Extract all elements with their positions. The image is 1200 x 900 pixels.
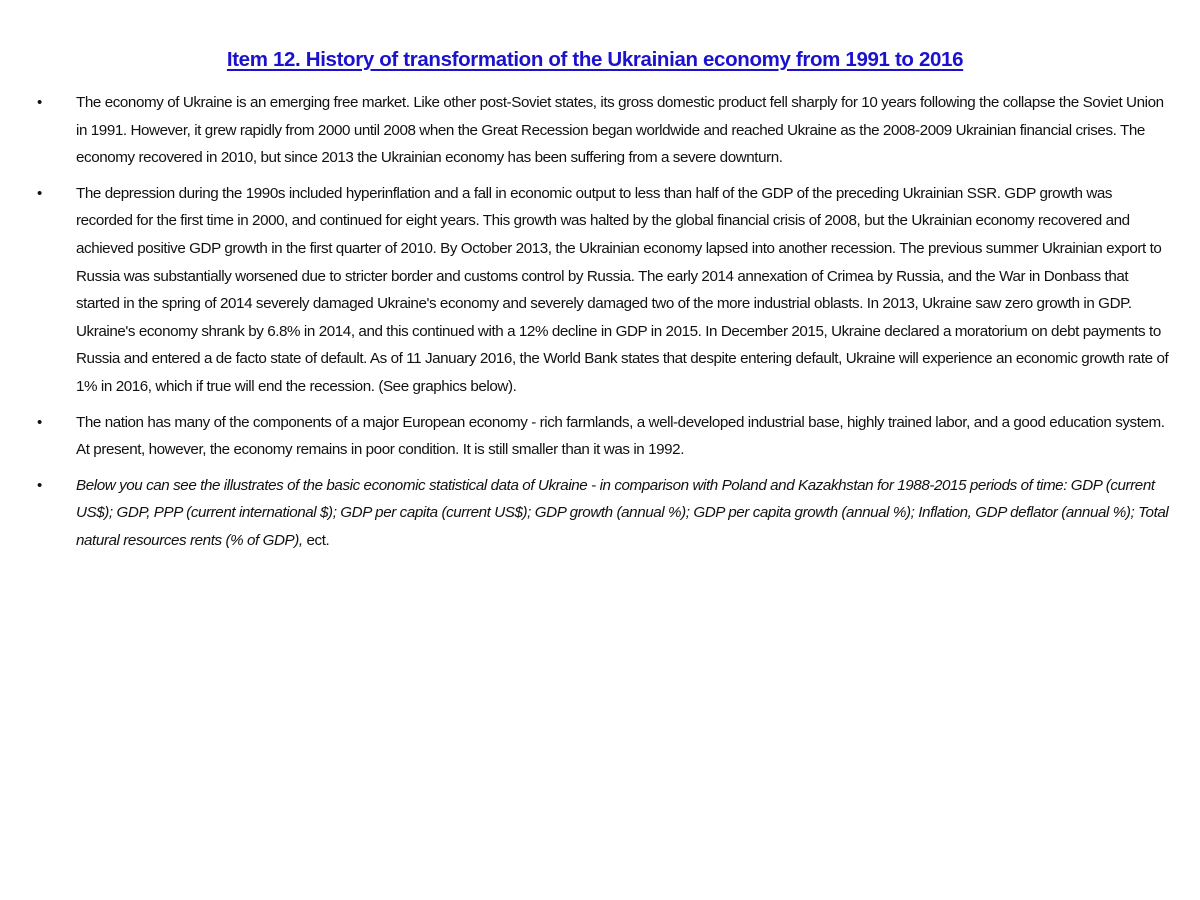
bullet-icon: •: [37, 476, 42, 494]
bullet-item-statistics-intro: [0, 472, 1171, 555]
bullet-item-economy-components: [0, 409, 1171, 464]
bullet-trailing-text: ect.: [302, 531, 330, 549]
bullet-text: The nation has many of the components of a major European economy - rich farmlands, a well-developed industrial base, highly trained labor, and a good education system. At present, however, the economy remains in poor condition. It is still smaller than it was in 1992.: [76, 413, 1165, 459]
bullet-italic-text: Below you can see the illustrates of the basic economic statistical data of Ukraine - in comparison with Poland and Kazakhstan for 1988-2015 periods of time: GDP (current US$); GDP, PPP (current international $); GDP per capita (current US$); GDP growth (annual %); GDP per capita growth (annual %); Inflation, GDP deflator (annual %); Total natural resources rents (% of GDP),: [76, 476, 1169, 549]
bullet-text: The economy of Ukraine is an emerging free market. Like other post-Soviet states, its gross domestic product fell sharply for 10 years following the collapse the Soviet Union in 1991. However, it grew rapidly from 2000 until 2008 when the Great Recession began worldwide and reached Ukraine as the 2008-2009 Ukrainian financial crises. The economy recovered in 2010, but since 2013 the Ukrainian economy has been suffering from a severe downturn.: [76, 94, 1164, 167]
bullet-item-economy-overview: [0, 89, 1171, 172]
bullet-list: [0, 89, 1200, 563]
page-title[interactable]: Item 12. History of transformation of the Ukrainian economy from 1991 to 2016: [226, 47, 964, 71]
bullet-text: The depression during the 1990s included hyperinflation and a fall in economic output to less than half of the GDP of the preceding Ukrainian SSR. GDP growth was recorded for the first time in 2000, and continued for eight years. This growth was halted by the global financial crisis of 2008, but the Ukrainian economy recovered and achieved positive GDP growth in the first quarter of 2010. By October 2013, the Ukrainian economy lapsed into another recession. The previous summer Ukrainian export to Russia was substantially worsened due to stricter border and customs control by Russia. The early 2014 annexation of Crimea by Russia, and the War in Donbass that started in the spring of 2014 severely damaged Ukraine's economy and severely damaged two of the more industrial oblasts. In 2013, Ukraine saw zero growth in GDP. Ukraine's economy shrank by 6.8% in 2014, and this continued with a 12% decline in GDP in 2015. In December 2015, Ukraine declared a moratorium on debt payments to Russia and entered a de facto state of default. As of 11 January 2016, the World Bank states that despite entering default, Ukraine will experience an economic growth rate of 1% in 2016, which if true will end the recession. (See graphics below).: [76, 184, 1169, 395]
bullet-item-depression-history: [0, 180, 1171, 401]
bullet-icon: •: [37, 413, 42, 431]
bullet-icon: •: [37, 94, 42, 111]
bullet-icon: •: [37, 184, 42, 202]
